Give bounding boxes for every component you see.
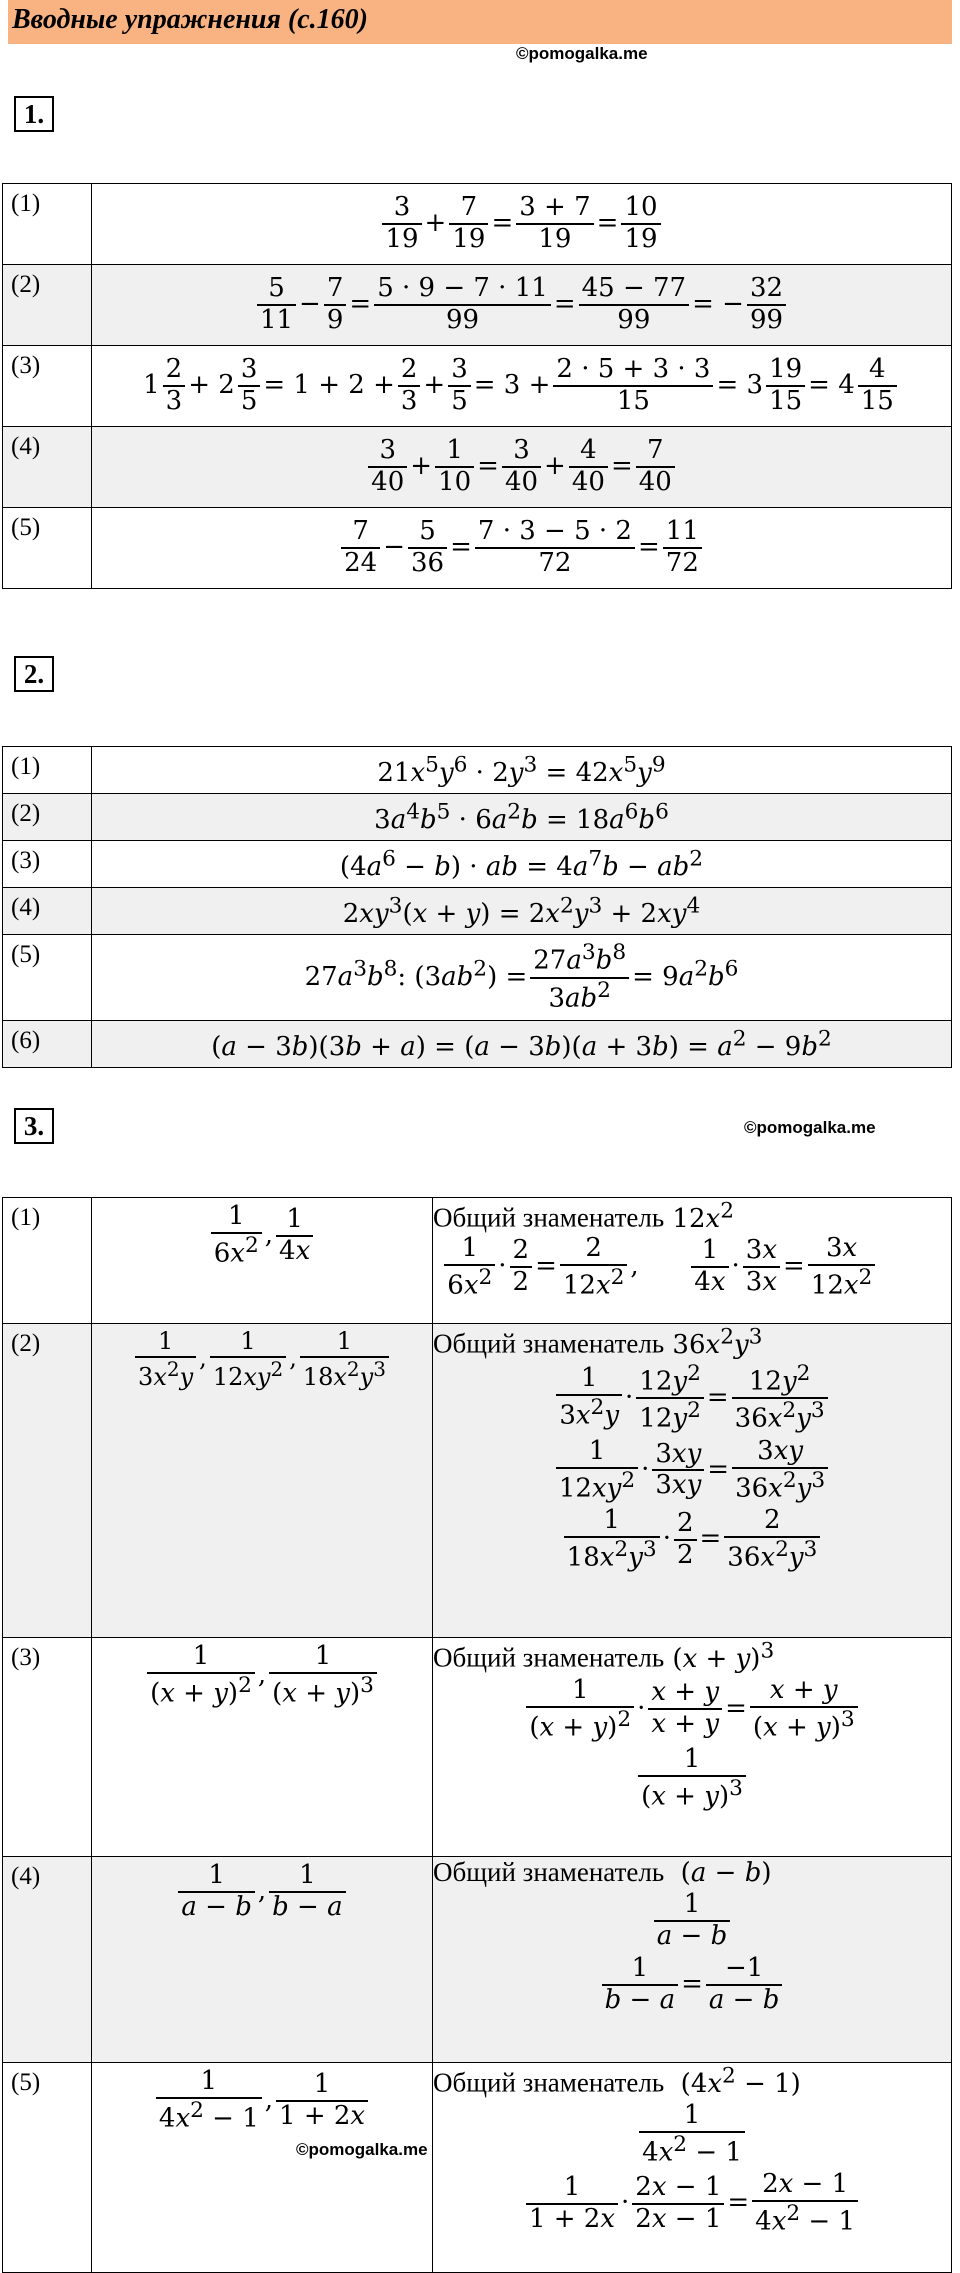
exercise-2-table <box>2 746 952 1068</box>
expression: $2xy^3(x + y) = 2x^2y^3 + 2xy^4$ <box>92 888 952 935</box>
table-row <box>3 184 952 265</box>
exercise-number-3: 3. <box>14 1108 54 1144</box>
exercise-number-2: 2. <box>14 656 54 692</box>
table-row <box>3 508 952 589</box>
solution: Общий знаменатель $(x + y)^3$ $\frac{1}{(x + y)^2}$ · $\frac{x + y}{x + y}$ = $\frac{x + y}{(x + y)^3}$ $\frac{1}{(x + y)^3}$ <box>433 1638 952 1857</box>
common-denominator-label: Общий знаменатель <box>433 1857 665 1887</box>
row-label: (4) <box>3 427 92 508</box>
row-label: (2) <box>3 1324 92 1638</box>
row-label: (3) <box>3 346 92 427</box>
solution: Общий знаменатель $12x^2$ $\frac{1}{6x^2}$ · $\frac{2}{2}$ = $\frac{2}{12x^2}$ , $\frac{1}{4x}$ · $\frac{3x}{3x}$ = $\frac{3x}{12x^2}$ <box>433 1198 952 1324</box>
table-row <box>3 346 952 427</box>
row-label: (1) <box>3 184 92 265</box>
expression: $\frac{3}{19}$ + $\frac{7}{19}$ = $\frac{3 + 7}{19}$ = $\frac{10}{19}$ <box>92 184 952 265</box>
row-label: (1) <box>3 747 92 794</box>
expression: $27a^3b^8$: $(3ab^2)$ = $\frac{27a^3b^8}{3ab^2}$ = $9a^2b^6$ <box>92 935 952 1021</box>
exercise-1-table <box>2 183 952 589</box>
row-label: (2) <box>3 794 92 841</box>
fractions-given: $\frac{1}{4x^2 - 1}$ , $\frac{1}{1 + 2x}$ <box>92 2063 433 2273</box>
expression: $3a^4b^5 \cdot 6a^2b = 18a^6b^6$ <box>92 794 952 841</box>
fractions-given: $\frac{1}{3x^2y}$ , $\frac{1}{12xy^2}$ , $\frac{1}{18x^2y^3}$ <box>92 1324 433 1638</box>
fractions-given: $\frac{1}{a - b}$ , $\frac{1}{b - a}$ <box>92 1857 433 2063</box>
row-label: (3) <box>3 1638 92 1857</box>
solution: Общий знаменатель $(4x^2 - 1)$ $\frac{1}{4x^2 - 1}$ $\frac{1}{1 + 2x}$ · $\frac{2x - 1}{2x - 1}$ = $\frac{2x - 1}{4x^2 - 1}$ <box>433 2063 952 2273</box>
expression: $\frac{7}{24}$ − $\frac{5}{36}$ = $\frac{7 \cdot 3 - 5 \cdot 2}{72}$ = $\frac{11}{72}$ <box>92 508 952 589</box>
common-denominator-label: Общий знаменатель <box>433 1642 665 1673</box>
table-row <box>3 841 952 888</box>
common-denominator-label: Общий знаменатель <box>433 1202 665 1233</box>
row-label: (5) <box>3 508 92 589</box>
table-row <box>3 427 952 508</box>
table-row <box>3 1638 952 1857</box>
table-row <box>3 794 952 841</box>
expression: 1 $\frac{2}{3}$ + 2 $\frac{3}{5}$ = 1 + 2 + $\frac{2}{3}$ + $\frac{3}{5}$ = 3 + $\frac{2 \cdot 5 + 3 \cdot 3}{15}$ = 3 $\frac{19}{15}$ = 4 $\frac{4}{15}$ <box>92 346 952 427</box>
watermark-top: ©pomogalka.me <box>516 44 648 63</box>
exercise-3-table <box>2 1197 952 2273</box>
fractions-given: $\frac{1}{(x + y)^2}$ , $\frac{1}{(x + y)^3}$ <box>92 1638 433 1857</box>
common-denominator-label: Общий знаменатель <box>433 2067 665 2098</box>
row-label: (4) <box>3 1857 92 2063</box>
table-row <box>3 888 952 935</box>
row-label: (2) <box>3 265 92 346</box>
row-label: (5) <box>3 2063 92 2273</box>
table-row <box>3 265 952 346</box>
table-row <box>3 747 952 794</box>
table-row <box>3 1857 952 2063</box>
table-row <box>3 1198 952 1324</box>
exercise-number-1: 1. <box>14 96 54 132</box>
row-label: (5) <box>3 935 92 1021</box>
expression: $\frac{3}{40}$ + $\frac{1}{10}$ = $\frac{3}{40}$ + $\frac{4}{40}$ = $\frac{7}{40}$ <box>92 427 952 508</box>
table-row <box>3 2063 952 2273</box>
page-title: Вводные упражнения (с.160) <box>12 4 368 35</box>
table-row <box>3 935 952 1021</box>
expression: $21x^5y^6 \cdot 2y^3 = 42x^5y^9$ <box>92 747 952 794</box>
solution: Общий знаменатель $36x^2y^3$ $\frac{1}{3x^2y}$ · $\frac{12y^2}{12y^2}$ = $\frac{12y^2}{36x^2y^3}$ $\frac{1}{12xy^2}$ · $\frac{3xy}{3xy}$ = $\frac{3xy}{36x^2y^3}$ $\frac{1}{18x^2y^3}$ · $\frac{2}{2}$ = $\frac{2}{36x^2y^3}$ <box>433 1324 952 1638</box>
common-denominator-label: Общий знаменатель <box>433 1328 665 1359</box>
solution: Общий знаменатель (a − b) $\frac{1}{a - b}$ $\frac{1}{b - a}$ = $\frac{-1}{a - b}$ <box>433 1857 952 2063</box>
row-label: (4) <box>3 888 92 935</box>
table-row <box>3 1021 952 1068</box>
watermark-section3: ©pomogalka.me <box>744 1118 876 1137</box>
fractions-given: $\frac{1}{6x^2}$ , $\frac{1}{4x}$ <box>92 1198 433 1324</box>
row-label: (3) <box>3 841 92 888</box>
expression: $(a - 3b)(3b + a) = (a - 3b)(a + 3b) = a^2 - 9b^2$ <box>92 1021 952 1068</box>
row-label: (6) <box>3 1021 92 1068</box>
expression: $(4a^6 - b)$ · ab = $4a^7b - ab^2$ <box>92 841 952 888</box>
page-header <box>8 0 952 44</box>
expression: $\frac{5}{11}$ − $\frac{7}{9}$ = $\frac{5 \cdot 9 - 7 \cdot 11}{99}$ = $\frac{45 - 77}{99}$ = − $\frac{32}{99}$ <box>92 265 952 346</box>
watermark-bottom: ©pomogalka.me <box>296 2140 428 2159</box>
table-row <box>3 1324 952 1638</box>
row-label: (1) <box>3 1198 92 1324</box>
